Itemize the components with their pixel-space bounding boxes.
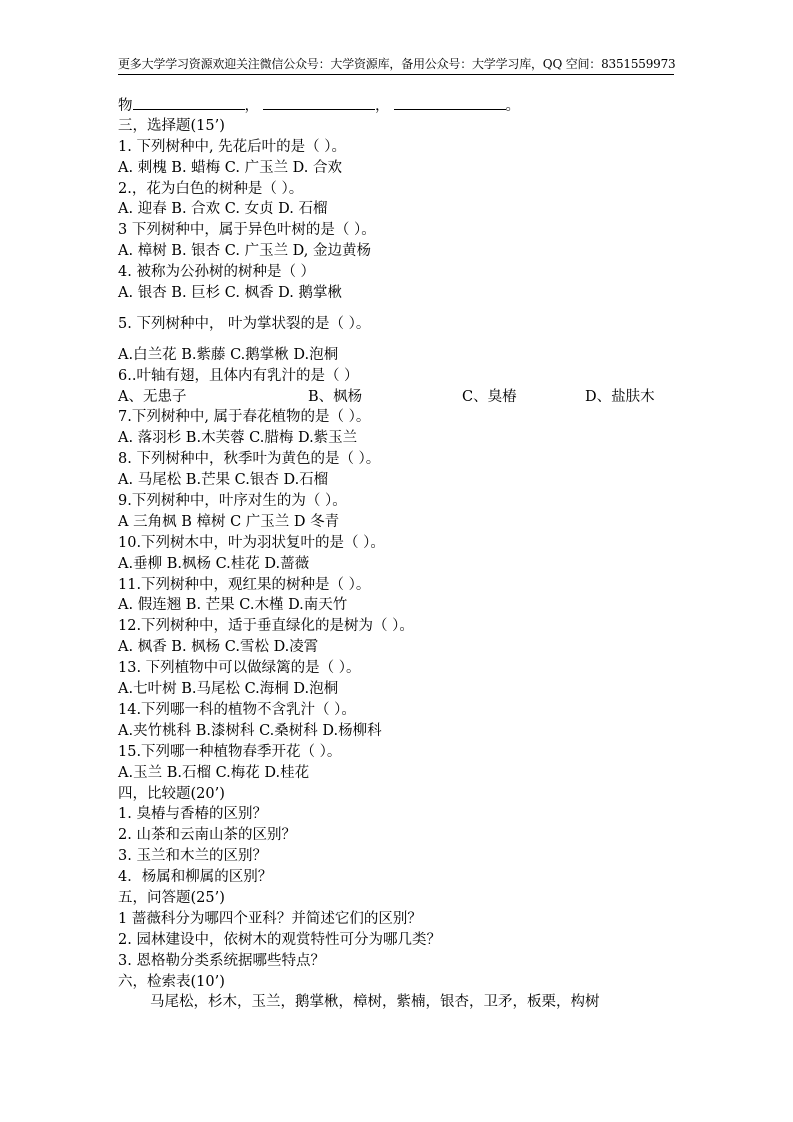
section-title: 四，比较题(20’) (118, 785, 225, 802)
comparison-question: 4．杨属和柳属的区别？ (118, 869, 273, 886)
question-line: 5. 下列树种中， 叶为掌状裂的是（ ）。 (118, 315, 371, 332)
section-title: 六，检索表(10’) (118, 973, 225, 990)
options-line: A.夹竹桃科 B.漆树科 C.桑树科 D.杨柳科 (118, 722, 382, 739)
question-line: 4. 被称为公孙树的树种是（ ） (118, 264, 316, 281)
question-line: 3 下列树种中，属于异色叶树的是（ ）。 (118, 222, 376, 239)
question-line: 2.，花为白色的树种是（ ）。 (118, 180, 304, 197)
essay-question: 1 蔷薇科分为哪四个亚科？并简述它们的区别？ (118, 910, 422, 927)
question-line: 1. 下列树种中, 先花后叶的是（ ）。 (118, 138, 347, 155)
option-b: B、枫杨 (308, 388, 363, 405)
options-line: A. 落羽杉 B.木芙蓉 C.腊梅 D.紫玉兰 (118, 430, 358, 447)
question-line: 12.下列树种中，适于垂直绿化的是树为（ ）。 (118, 618, 414, 635)
fill-prefix: 物 (118, 98, 133, 114)
fill-in-line (118, 95, 678, 116)
options-line: A. 刺槐 B. 蜡梅 C. 广玉兰 D. 合欢 (118, 159, 343, 176)
question-line: 9.下列树种中，叶序对生的为（ ）。 (118, 493, 347, 510)
question-line: 14.下列哪一科的植物不含乳汁（ ）。 (118, 701, 356, 718)
options-line: A. 马尾松 B.芒果 C.银杏 D.石榴 (118, 472, 329, 489)
options-line-q6 (118, 387, 678, 408)
essay-question: 3. 恩格勒分类系统据哪些特点？ (118, 952, 325, 969)
answer-blank-2[interactable] (263, 95, 375, 110)
options-line: A 三角枫 B 樟树 C 广玉兰 D 冬青 (118, 513, 340, 530)
question-line: 7.下列树种中, 属于春花植物的是（ ）。 (118, 409, 371, 426)
options-line: A.七叶树 B.马尾松 C.海桐 D.泡桐 (118, 681, 339, 698)
section-title: 三，选择题(15’) (118, 117, 225, 134)
answer-blank-3[interactable] (394, 95, 506, 110)
question-line: 13. 下列植物中可以做绿篱的是（ ）。 (118, 660, 361, 677)
section-title: 五，问答题(25’) (118, 889, 225, 906)
separator: ， (244, 98, 259, 114)
options-line: A.垂柳 B.枫杨 C.桂花 D.蔷薇 (118, 555, 310, 572)
question-line: 8. 下列树种中，秋季叶为黄色的是（ ）。 (118, 451, 381, 468)
options-line: A. 迎春 B. 合欢 C. 女贞 D. 石榴 (118, 201, 328, 218)
separator: ， (375, 98, 390, 114)
option-c: C、臭椿 (462, 388, 517, 405)
option-d: D、盐肤木 (585, 388, 655, 405)
essay-question: 2. 园林建设中，依树木的观赏特性可分为哪几类？ (118, 931, 441, 948)
comparison-question: 3. 玉兰和木兰的区别？ (118, 848, 267, 865)
comparison-question: 2. 山茶和云南山茶的区别？ (118, 827, 296, 844)
answer-blank-1[interactable] (133, 95, 245, 110)
options-line: A. 假连翘 B. 芒果 C.木槿 D.南天竹 (118, 597, 348, 614)
question-line: 15.下列哪一种植物春季开花（ ）。 (118, 743, 342, 760)
comparison-question: 1. 臭椿与香椿的区别？ (118, 806, 267, 823)
options-line: A.白兰花 B.紫藤 C.鹅掌楸 D.泡桐 (118, 346, 339, 363)
options-line: A. 枫香 B. 枫杨 C.雪松 D.凌霄 (118, 639, 319, 656)
options-line: A. 樟树 B. 银杏 C. 广玉兰 D, 金边黄杨 (118, 243, 372, 260)
question-line: 10.下列树木中，叶为羽状复叶的是（ ）。 (118, 534, 385, 551)
document-body (118, 95, 678, 1013)
key-species-list: 马尾松，杉木，玉兰，鹅掌楸，樟树，紫楠，银杏，卫矛，板栗，构树 (150, 994, 600, 1011)
question-line: 11.下列树种中，观红果的树种是（ ）。 (118, 576, 371, 593)
period: 。 (505, 98, 520, 114)
options-line: A.玉兰 B.石榴 C.梅花 D.桂花 (118, 764, 310, 781)
option-a: A、无患子 (118, 388, 187, 405)
question-line: 6..叶轴有翅，且体内有乳汁的是（ ） (118, 367, 359, 384)
options-line: A. 银杏 B. 巨杉 C. 枫香 D. 鹅掌楸 (118, 285, 343, 302)
page-header: 更多大学学习资源欢迎关注微信公众号：大学资源库，备用公众号：大学学习库，QQ 空间：8351559973 (118, 54, 674, 75)
